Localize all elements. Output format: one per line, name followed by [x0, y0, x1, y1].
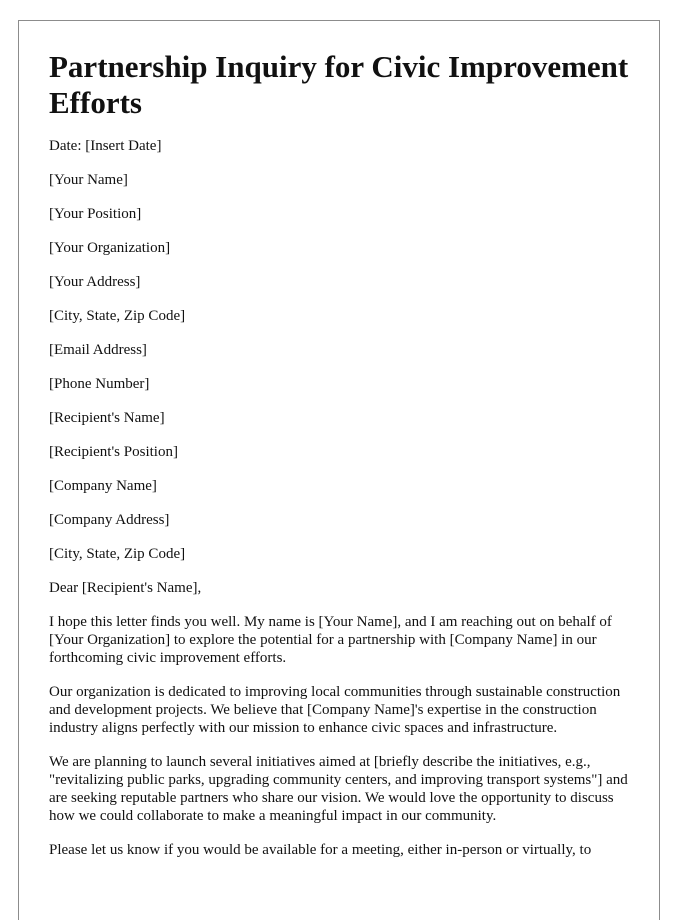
body-paragraph-initiatives: We are planning to launch several initiatives aimed at [briefly describe the initiatives, e.g., "revitalizing public parks, upgrading community centers, and improving transport systems"] and are seeking reputable partners who share our vision. We would love the opportunity to discuss how we could collaborate to make a meaningful impact in our community. [49, 754, 628, 824]
recipient-company-address: [Company Address] [49, 512, 170, 528]
recipient-block [49, 409, 629, 563]
sender-organization: [Your Organization] [49, 240, 171, 256]
sender-name: [Your Name] [49, 172, 128, 188]
body-paragraph-mission: Our organization is dedicated to improving local communities through sustainable construction and development projects. We believe that [Company Name]'s expertise in the construction industry aligns perfectly with our mission to enhance civic spaces and infrastructure. [49, 684, 621, 736]
letter-title: Partnership Inquiry for Civic Improvement Efforts [49, 49, 629, 120]
recipient-company: [Company Name] [49, 478, 157, 494]
recipient-name: [Recipient's Name] [49, 410, 165, 426]
letter-page [18, 20, 660, 920]
date-line: Date: [Insert Date] [49, 138, 162, 154]
sender-block [49, 171, 629, 393]
sender-city-state-zip: [City, State, Zip Code] [49, 308, 186, 324]
sender-address: [Your Address] [49, 274, 141, 290]
letter-greeting: Dear [Recipient's Name], [49, 580, 202, 596]
body-paragraph-intro: I hope this letter finds you well. My name is [Your Name], and I am reaching out on behalf of [Your Organization] to explore the potential for a partnership with [Company Name] in our forthcoming civic improvement efforts. [49, 614, 612, 666]
sender-position: [Your Position] [49, 206, 142, 222]
recipient-city-state-zip: [City, State, Zip Code] [49, 546, 186, 562]
recipient-position: [Recipient's Position] [49, 444, 178, 460]
body-paragraph-meeting-request: Please let us know if you would be available for a meeting, either in-person or virtually, to [49, 842, 592, 858]
sender-phone: [Phone Number] [49, 376, 150, 392]
sender-email: [Email Address] [49, 342, 147, 358]
